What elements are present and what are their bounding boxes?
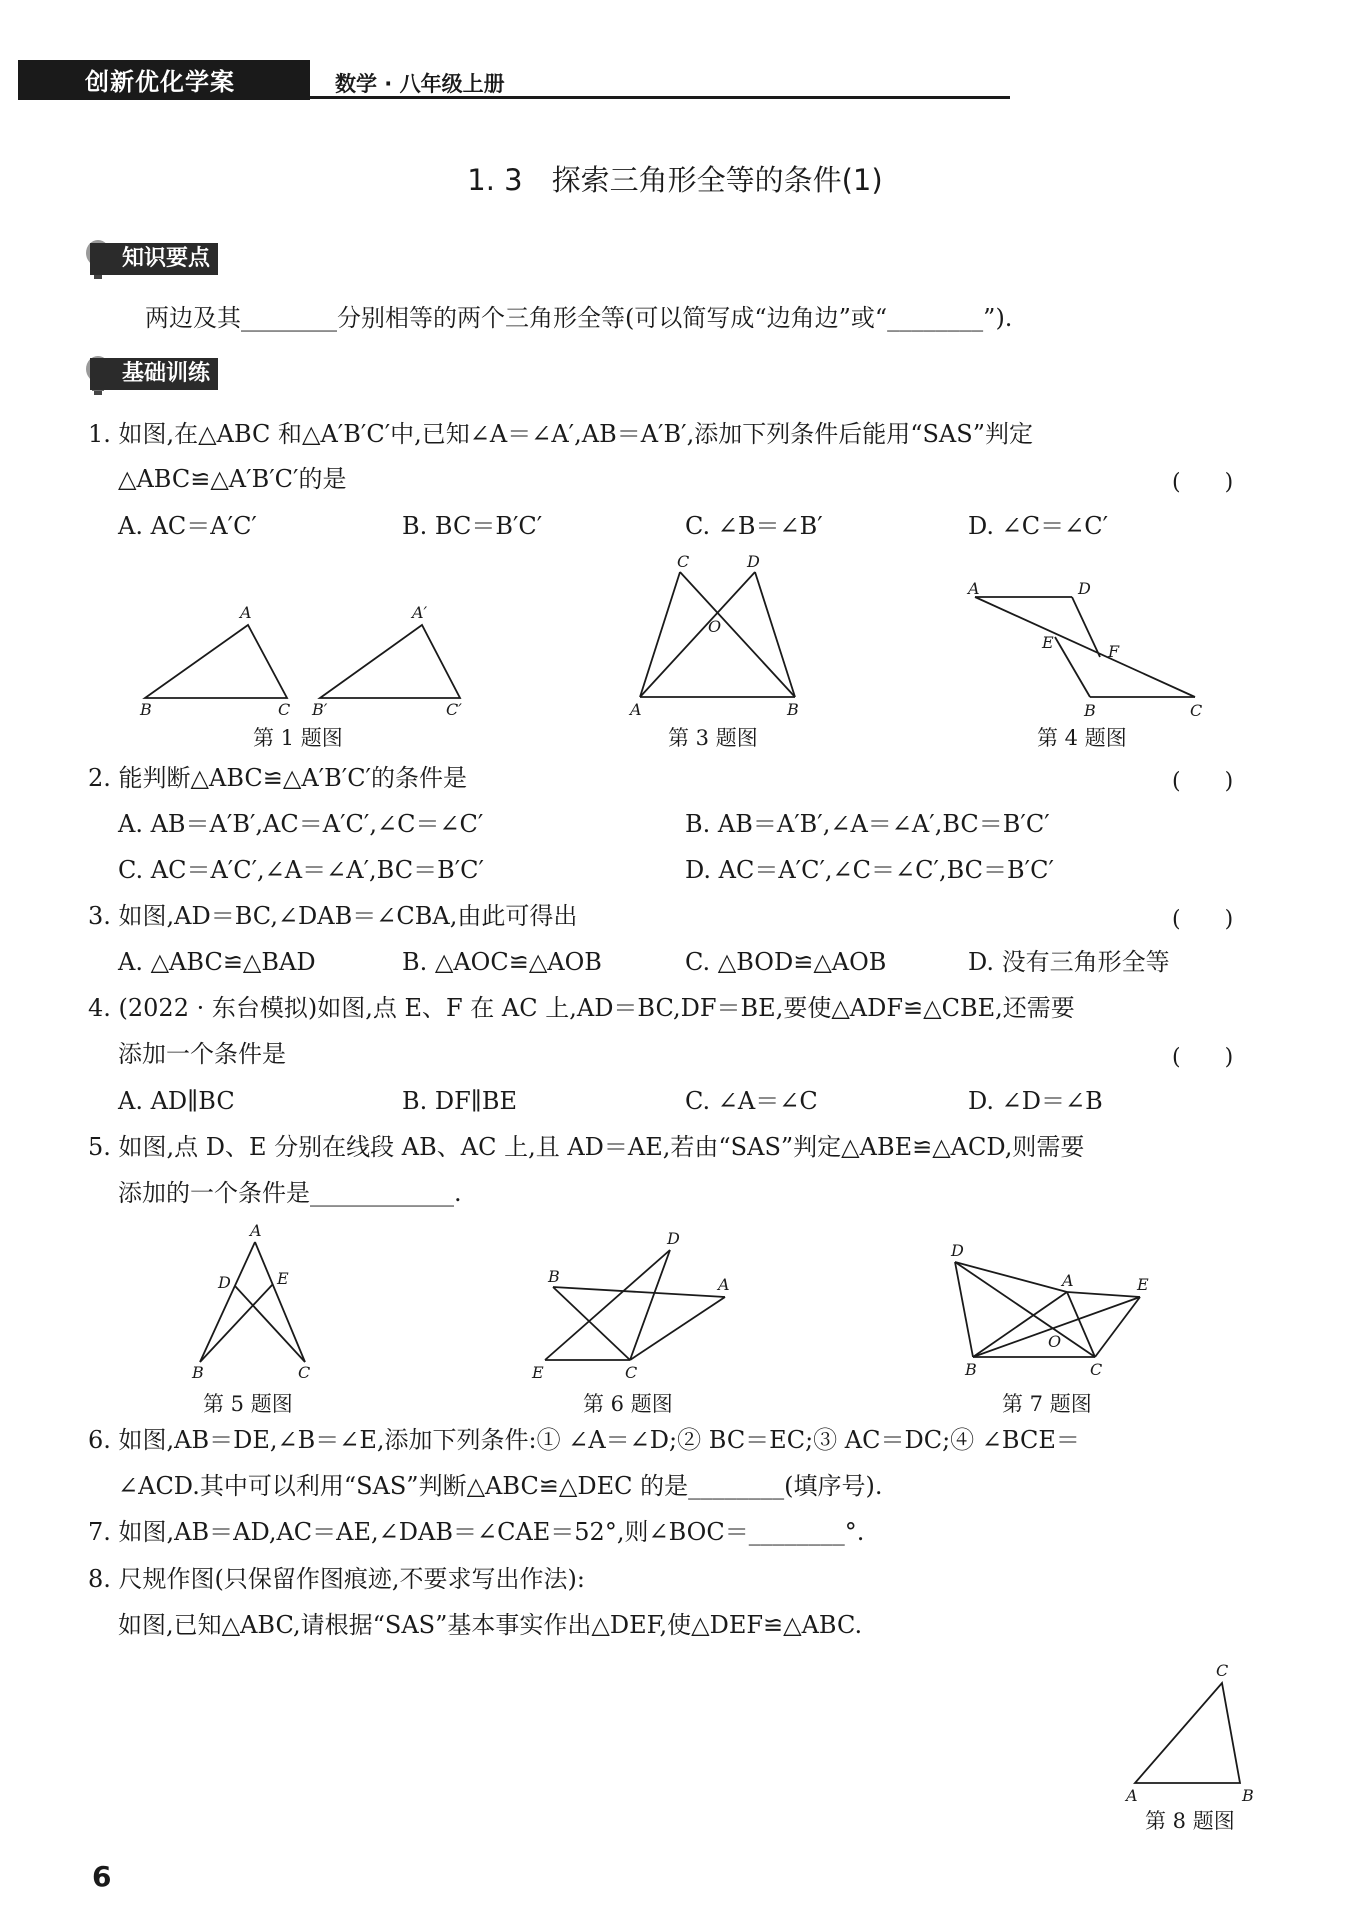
fig1-label: B — [140, 700, 152, 719]
answer-paren-2: ( ) — [1172, 769, 1234, 794]
fig7-label: O — [1048, 1332, 1062, 1351]
fig6-label: E — [532, 1363, 544, 1380]
fig5-label: D — [218, 1273, 231, 1292]
fig7-label: B — [965, 1360, 977, 1379]
fig5-label: E — [277, 1269, 289, 1288]
answer-paren-4: ( ) — [1172, 1045, 1234, 1070]
question-2-line1: 2. 能判断△ABC≌△A′B′C′的条件是 — [88, 764, 468, 792]
question-7-line1: 7. 如图,AB＝AD,AC＝AE,∠DAB＝∠CAE＝52°,则∠BOC＝________°. — [88, 1518, 865, 1546]
knowledge-text: 两边及其________分别相等的两个三角形全等(可以简写成“边角边”或“________”). — [145, 304, 1013, 332]
fig6-label: A — [718, 1275, 730, 1294]
figure-8 — [1110, 1655, 1270, 1805]
page-number: 6 — [92, 1860, 112, 1893]
header-rule — [310, 96, 1010, 99]
fig7-label: A — [1062, 1271, 1074, 1290]
question-6-line2: ∠ACD.其中可以利用“SAS”判断△ABC≌△DEC 的是________(填序号). — [118, 1472, 883, 1500]
page-title: 1. 3 探索三角形全等的条件(1) — [467, 163, 883, 197]
fig6-label: B — [548, 1267, 560, 1286]
figure-4 — [960, 572, 1210, 722]
figure-3 — [625, 552, 805, 722]
fig4-label: B — [1084, 701, 1096, 720]
figure-6 — [530, 1230, 740, 1380]
figure-5 — [180, 1222, 320, 1382]
fig3-label: C — [677, 552, 690, 571]
fig8-label: C — [1216, 1661, 1229, 1680]
q2-option-c: C. AC＝A′C′,∠A＝∠A′,BC＝B′C′ — [118, 856, 484, 884]
question-6-line1: 6. 如图,AB＝DE,∠B＝∠E,添加下列条件:① ∠A＝∠D;② BC＝EC;③ AC＝DC;④ ∠BCE＝ — [88, 1426, 1080, 1454]
fig3-label: O — [708, 617, 722, 636]
figure-5-caption: 第 5 题图 — [203, 1392, 293, 1416]
fig1-label: A′ — [412, 603, 428, 622]
q1-option-c: C. ∠B＝∠B′ — [685, 512, 823, 540]
q2-option-a: A. AB＝A′B′,AC＝A′C′,∠C＝∠C′ — [118, 810, 484, 838]
fig1-label: A — [240, 603, 252, 622]
answer-paren-1: ( ) — [1172, 470, 1234, 495]
q3-option-c: C. △BOD≌△AOB — [685, 948, 887, 976]
q3-option-d: D. 没有三角形全等 — [968, 948, 1170, 976]
figure-7 — [945, 1232, 1155, 1382]
section-badge-knowledge: 知识要点 — [90, 243, 218, 275]
figure-3-caption: 第 3 题图 — [668, 726, 758, 750]
fig5-label: A — [250, 1222, 262, 1240]
fig3-label: D — [747, 552, 760, 571]
q1-option-b: B. BC＝B′C′ — [402, 512, 543, 540]
q3-option-a: A. △ABC≌△BAD — [118, 948, 316, 976]
q1-option-a: A. AC＝A′C′ — [118, 512, 257, 540]
fig1-label: B′ — [312, 700, 328, 719]
fig4-label: E — [1042, 633, 1054, 652]
q4-option-b: B. DF∥BE — [402, 1087, 518, 1115]
fig3-label: A — [630, 700, 642, 719]
q2-option-b: B. AB＝A′B′,∠A＝∠A′,BC＝B′C′ — [685, 810, 1050, 838]
question-8-line1: 8. 尺规作图(只保留作图痕迹,不要求写出作法): — [88, 1565, 585, 1593]
question-4-line2: 添加一个条件是 — [118, 1040, 286, 1068]
figure-4-caption: 第 4 题图 — [1037, 726, 1127, 750]
fig5-label: C — [298, 1363, 311, 1382]
fig5-label: B — [192, 1363, 204, 1382]
question-5-line2: 添加的一个条件是____________. — [118, 1179, 462, 1207]
q1-option-d: D. ∠C＝∠C′ — [968, 512, 1109, 540]
fig4-label: F — [1108, 642, 1120, 661]
q4-option-d: D. ∠D＝∠B — [968, 1087, 1103, 1115]
section-badge-practice: 基础训练 — [90, 358, 218, 390]
fig8-label: A — [1126, 1786, 1138, 1805]
figure-1 — [130, 600, 470, 720]
fig1-label: C′ — [446, 700, 462, 719]
fig8-label: B — [1242, 1786, 1254, 1805]
question-5-line1: 5. 如图,点 D、E 分别在线段 AB、AC 上,且 AD＝AE,若由“SAS”判定△ABE≌△ACD,则需要 — [88, 1133, 1085, 1161]
header-brand: 创新优化学案 — [85, 68, 235, 96]
fig6-label: C — [625, 1363, 638, 1380]
figure-1-caption: 第 1 题图 — [253, 726, 343, 750]
question-1-line2: △ABC≌△A′B′C′的是 — [118, 465, 347, 493]
fig7-label: D — [951, 1241, 964, 1260]
question-4-line1: 4. (2022 · 东台模拟)如图,点 E、F 在 AC 上,AD＝BC,DF＝BE,要使△ADF≌△CBE,还需要 — [88, 994, 1075, 1022]
fig3-label: B — [787, 700, 799, 719]
question-1-line1: 1. 如图,在△ABC 和△A′B′C′中,已知∠A＝∠A′,AB＝A′B′,添加下列条件后能用“SAS”判定 — [88, 420, 1033, 448]
figure-7-caption: 第 7 题图 — [1002, 1392, 1092, 1416]
fig4-label: A — [968, 579, 980, 598]
q4-option-c: C. ∠A＝∠C — [685, 1087, 818, 1115]
question-8-line2: 如图,已知△ABC,请根据“SAS”基本事实作出△DEF,使△DEF≌△ABC. — [118, 1611, 863, 1639]
fig1-label: C — [278, 700, 291, 719]
q4-option-a: A. AD∥BC — [118, 1087, 235, 1115]
figure-8-caption: 第 8 题图 — [1145, 1809, 1235, 1833]
fig4-label: D — [1078, 579, 1091, 598]
figure-6-caption: 第 6 题图 — [583, 1392, 673, 1416]
header-subject: 数学 · 八年级上册 — [335, 72, 505, 96]
answer-paren-3: ( ) — [1172, 907, 1234, 932]
fig6-label: D — [667, 1230, 680, 1248]
question-3-line1: 3. 如图,AD＝BC,∠DAB＝∠CBA,由此可得出 — [88, 902, 578, 930]
fig4-label: C — [1190, 701, 1203, 720]
fig7-label: E — [1137, 1275, 1149, 1294]
q3-option-b: B. △AOC≌△AOB — [402, 948, 602, 976]
fig7-label: C — [1090, 1360, 1103, 1379]
q2-option-d: D. AC＝A′C′,∠C＝∠C′,BC＝B′C′ — [685, 856, 1054, 884]
